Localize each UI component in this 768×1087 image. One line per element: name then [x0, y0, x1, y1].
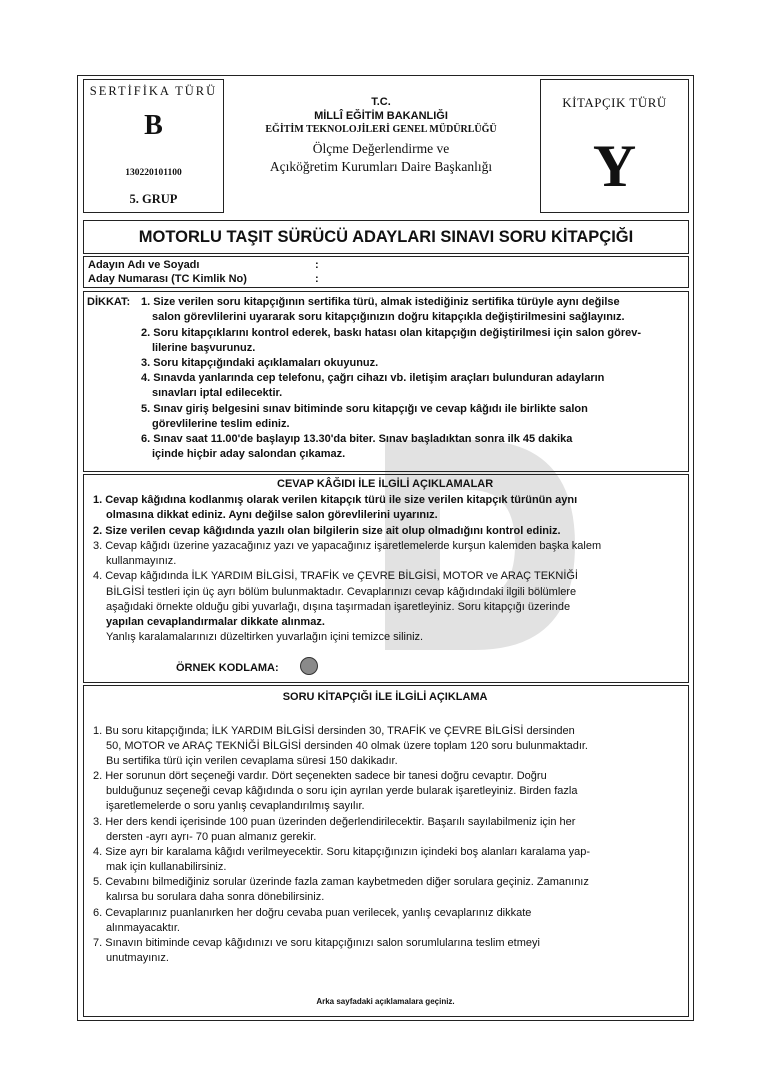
booklet-info-line: bulduğunuz seçeneği cevap kâğıdında o soru için ayrılan yerde bularak işaretleyiniz. Birden fazla — [106, 785, 578, 797]
attention-line: 2. Soru kitapçıklarını kontrol ederek, baskı hatası olan kitapçığın değiştirilmesi için salon görev- — [141, 327, 642, 339]
group-label: 5. GRUP — [129, 192, 178, 206]
attention-line: 5. Sınav giriş belgesini sınav bitiminde soru kitapçığı ve cevap kâğıdı ile birlikte salon — [141, 403, 588, 415]
attention-line: 6. Sınav saat 11.00'de başlayıp 13.30'da biter. Sınav başladıktan sonra ilk 45 dakika — [141, 433, 573, 445]
attention-line: lilerine başvurunuz. — [152, 342, 256, 354]
ministry-line: T.C. — [371, 96, 391, 108]
booklet-info-line: mak için kullanabilirsiniz. — [106, 861, 227, 873]
answer-sheet-line: 3. Cevap kâğıdı üzerine yazacağınız yazı ve yapacağınız işaretlemelerde kurşun kalemden başka kalem — [93, 540, 602, 552]
attention-line: sınavları iptal edilecektir. — [152, 387, 283, 399]
booklet-info-line: 50, MOTOR ve ARAÇ TEKNİĞİ BİLGİSİ dersinden 40 olmak üzere toplam 120 soru bulunmaktadır. — [106, 740, 588, 752]
booklet-info-line: Bu sertifika türü için verilen cevaplama süresi 150 dakikadır. — [106, 755, 398, 767]
candidate-name-label: Adayın Adı ve Soyadı — [88, 259, 200, 271]
ministry-line: MİLLÎ EĞİTİM BAKANLIĞI — [314, 110, 448, 122]
attention-heading: DİKKAT: — [87, 296, 131, 308]
booklet-info-line: dersten -ayrı ayrı- 70 puan almanız gerekir. — [106, 831, 317, 843]
candidate-name-colon: : — [315, 259, 319, 271]
candidate-number-colon: : — [315, 273, 319, 285]
booklet-info-line: 5. Cevabını bilmediğiniz sorular üzerinde fazla zaman kaybetmeden diğer sorulara geçiniz. Zamanınız — [93, 876, 589, 888]
answer-sheet-line: aşağıdaki örnekte olduğu gibi yuvarlağı, dışına taşırmadan işaretleyiniz. Soru kitapçığı üzerinde — [106, 601, 571, 613]
booklet-info-line: 2. Her sorunun dört seçeneği vardır. Dört seçenekten sadece bir tanesi doğru cevaptır. Doğru — [93, 770, 547, 782]
attention-line: görevlilerine teslim ediniz. — [152, 418, 290, 430]
example-filled-circle — [300, 657, 318, 675]
answer-sheet-line: Yanlış karalamalarınızı düzeltirken yuvarlağın içini temizce siliniz. — [106, 631, 424, 643]
booklet-info-line: alınmayacaktır. — [106, 922, 180, 934]
booklet-info-line: unutmayınız. — [106, 952, 169, 964]
candidate-info-box — [83, 256, 689, 288]
answer-sheet-line: 4. Cevap kâğıdında İLK YARDIM BİLGİSİ, TRAFİK ve ÇEVRE BİLGİSİ, MOTOR ve ARAÇ TEKNİĞİ — [93, 570, 578, 582]
booklet-info-line: 7. Sınavın bitiminde cevap kâğıdınızı ve soru kitapçığınızı salon sorumlularına teslim etmeyi — [93, 937, 540, 949]
booklet-info-box — [83, 685, 689, 1017]
booklet-info-heading: SORU KİTAPÇIĞI İLE İLGİLİ AÇIKLAMA — [282, 691, 488, 703]
page-title: MOTORLU TAŞIT SÜRÜCÜ ADAYLARI SINAVI SORU KİTAPÇIĞI — [83, 220, 689, 254]
booklet-info-line: 1. Bu soru kitapçığında; İLK YARDIM BİLGİSİ dersinden 30, TRAFİK ve ÇEVRE BİLGİSİ dersinden — [93, 725, 575, 737]
candidate-number-label: Aday Numarası (TC Kimlik No) — [88, 273, 247, 285]
certificate-code: 130220101100 — [125, 168, 182, 178]
example-coding-label: ÖRNEK KODLAMA: — [176, 662, 279, 674]
answer-sheet-line: 1. Cevap kâğıdına kodlanmış olarak verilen kitapçık türü ile size verilen kitapçık türünün aynı — [93, 494, 578, 506]
booklet-info-line: 6. Cevaplarınız puanlanırken her doğru cevaba puan verilecek, yanlış cevaplarınız dikkate — [93, 907, 532, 919]
answer-sheet-line: olmasına dikkat ediniz. Aynı değilse salon görevlilerini uyarınız. — [106, 509, 438, 521]
booklet-info-line: işaretlemelerde o soru yanlış cevaplandırılmış sayılır. — [106, 800, 365, 812]
ministry-line: EĞİTİM TEKNOLOJİLERİ GENEL MÜDÜRLÜĞÜ — [265, 124, 497, 135]
answer-sheet-line: yapılan cevaplandırmalar dikkate alınmaz. — [106, 616, 325, 628]
attention-line: 1. Size verilen soru kitapçığının sertifika türü, almak istediğiniz sertifika türüyle aynı değilse — [141, 296, 620, 308]
answer-sheet-line: 2. Size verilen cevap kâğıdında yazılı olan bilgilerin size ait olup olmadığını kontrol ediniz. — [93, 525, 561, 537]
certificate-type-box — [83, 79, 224, 213]
certificate-type-value: B — [144, 110, 163, 141]
attention-box — [83, 291, 689, 472]
answer-sheet-line: kullanmayınız. — [106, 555, 177, 567]
booklet-type-label: KİTAPÇIK TÜRÜ — [562, 95, 667, 110]
attention-line: 4. Sınavda yanlarında cep telefonu, çağrı cihazı vb. iletişim araçları bulunduran adayların — [141, 372, 605, 384]
booklet-type-box — [540, 79, 689, 213]
booklet-info-line: 3. Her ders kendi içerisinde 100 puan üzerinden değerlendirilecektir. Başarılı sayılabilmeniz için her — [93, 816, 576, 828]
booklet-info-line: kalırsa bu sorulara daha sonra dönebilirsiniz. — [106, 891, 325, 903]
answer-sheet-heading: CEVAP KÂĞIDI İLE İLGİLİ AÇIKLAMALAR — [277, 478, 494, 490]
footer-note: Arka sayfadaki açıklamalara geçiniz. — [316, 997, 455, 1006]
attention-line: salon görevlilerini uyararak soru kitapçığınızın doğru kitapçıkla değiştirilmesini sağlayınız. — [152, 311, 625, 323]
certificate-type-label: SERTİFİKA TÜRÜ — [89, 84, 218, 98]
booklet-info-line: 4. Size ayrı bir karalama kâğıdı verilmeyecektir. Soru kitapçığınızın içindeki boş alanları karalama yap- — [93, 846, 591, 858]
ministry-line: Ölçme Değerlendirme ve — [312, 141, 450, 156]
ministry-line: Açıköğretim Kurumları Daire Başkanlığı — [269, 159, 493, 174]
ministry-header — [226, 95, 536, 176]
attention-line: içinde hiçbir aday salondan çıkamaz. — [152, 448, 346, 460]
answer-sheet-box — [83, 474, 689, 683]
booklet-type-value: Y — [592, 133, 637, 199]
attention-line: 3. Soru kitapçığındaki açıklamaları okuyunuz. — [141, 357, 379, 369]
answer-sheet-line: BİLGİSİ testleri için üç ayrı bölüm bulunmaktadır. Cevaplarınızı cevap kâğıdındaki ilgili bölümlere — [106, 586, 577, 598]
